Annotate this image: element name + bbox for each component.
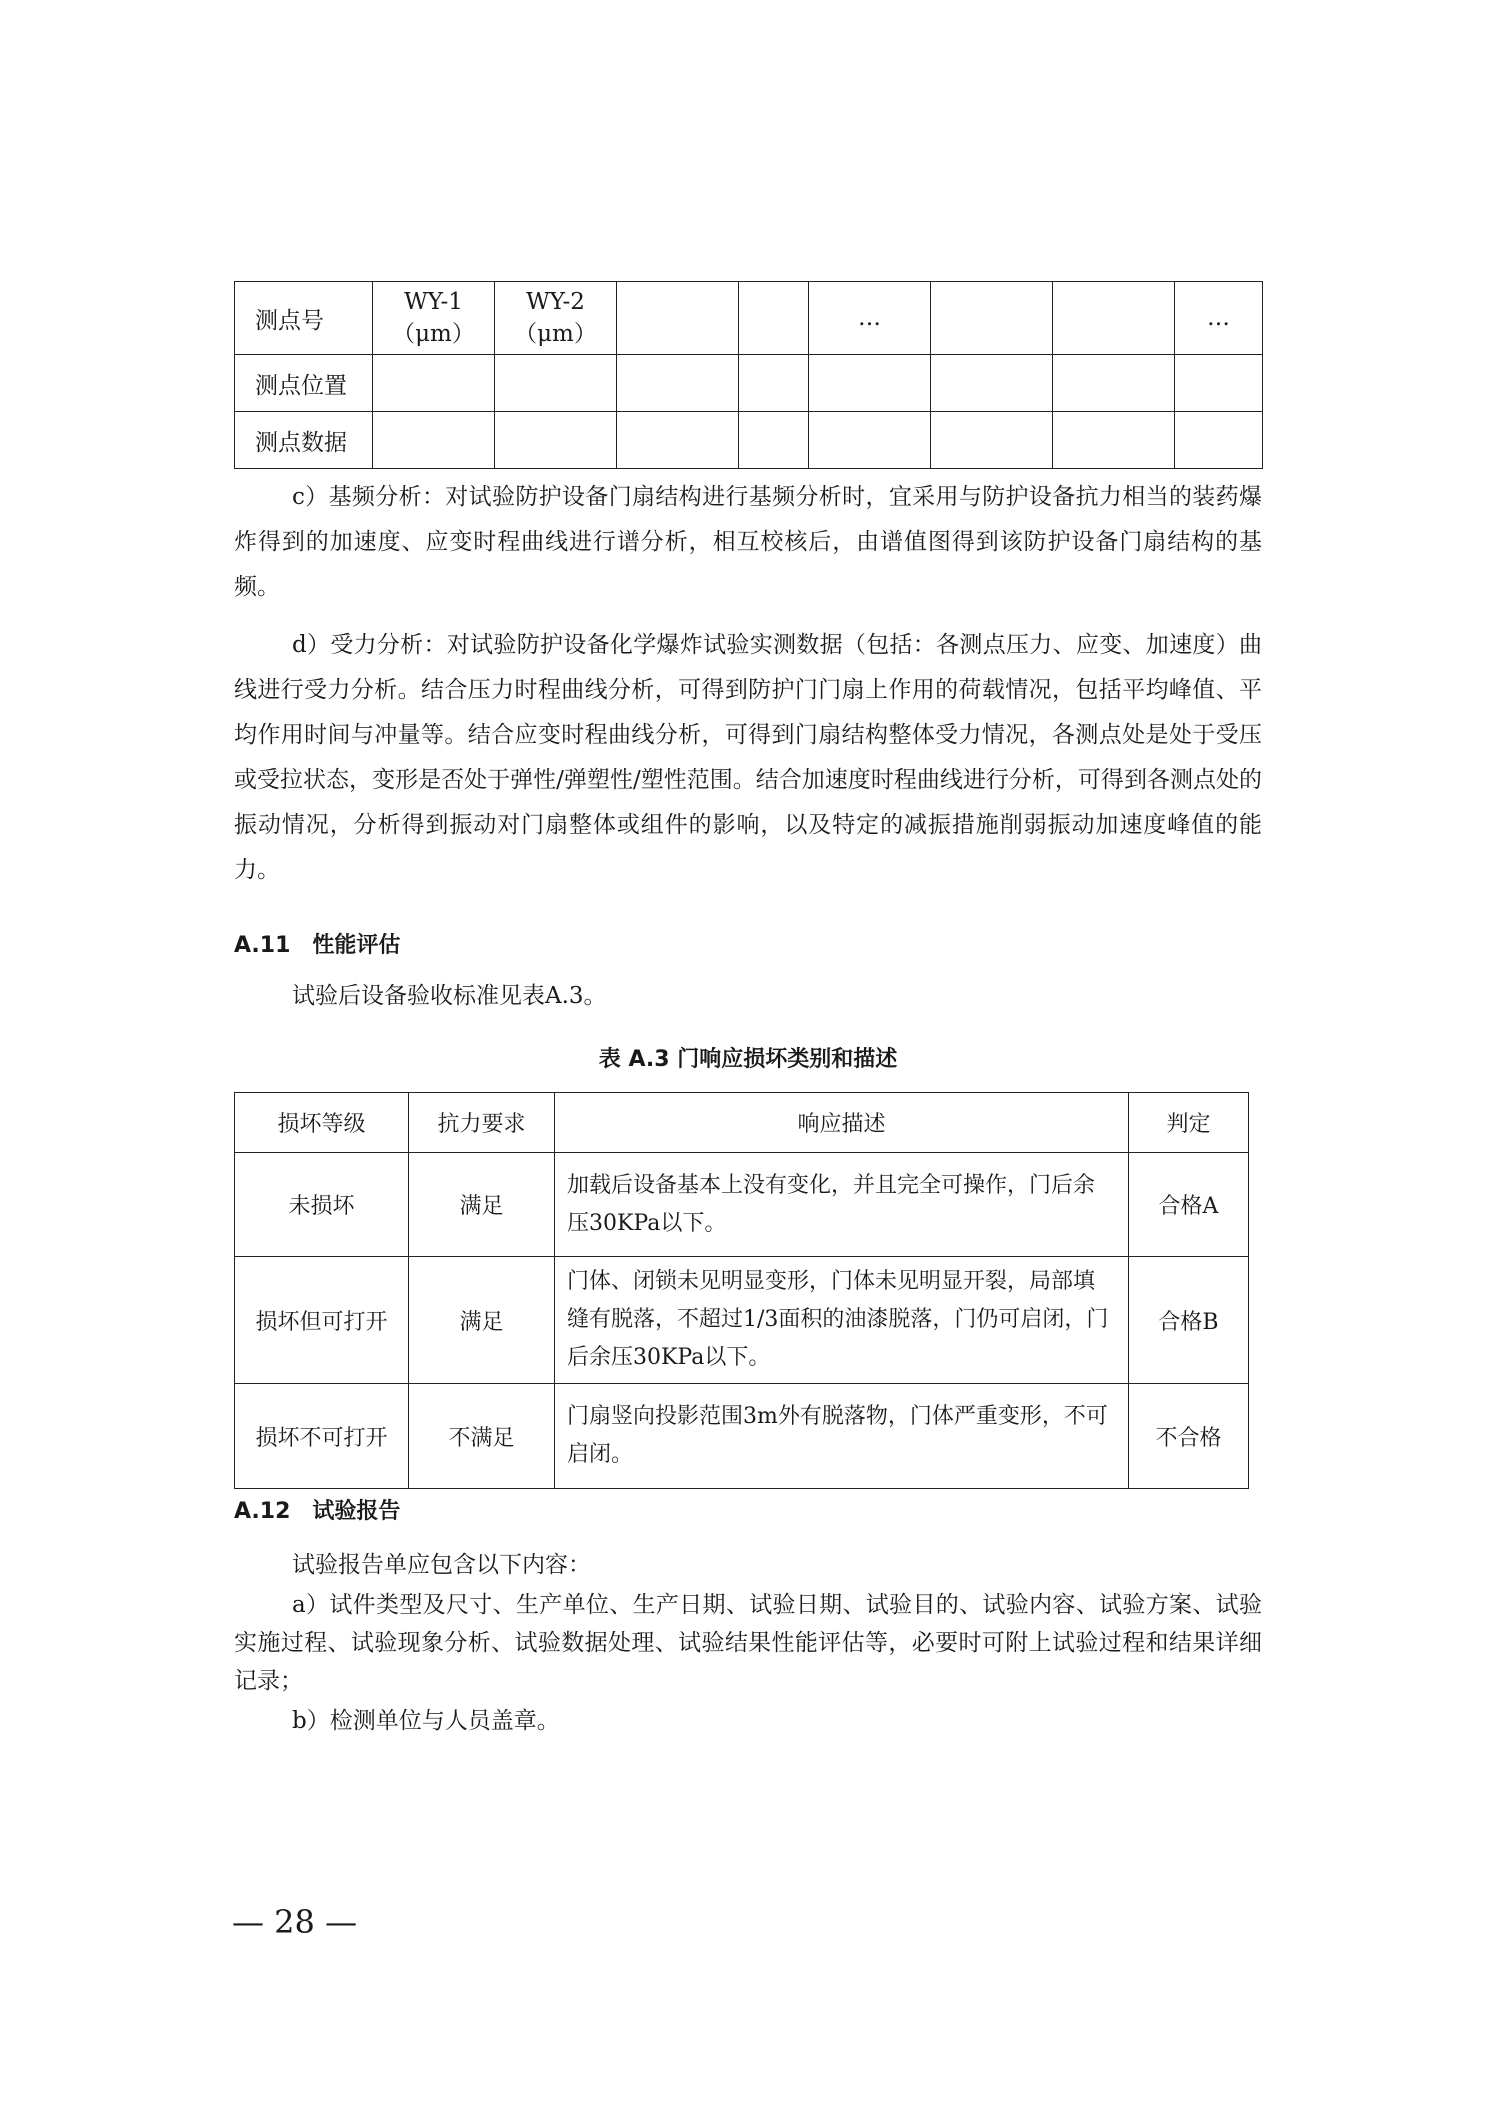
table-row	[235, 355, 1263, 412]
row-label-cell: 测点数据	[235, 412, 373, 469]
header-cell: 抗力要求	[409, 1093, 555, 1153]
column-header-cell: …	[1175, 282, 1263, 355]
verdict-cell: 不合格	[1129, 1384, 1249, 1489]
column-header-cell	[931, 282, 1053, 355]
header-cell: 响应描述	[555, 1093, 1129, 1153]
description-cell: 门扇竖向投影范围3m外有脱落物，门体严重变形，不可启闭。	[555, 1384, 1129, 1489]
column-header-cell	[739, 282, 809, 355]
header-cell: 损坏等级	[235, 1093, 409, 1153]
header-cell: 判定	[1129, 1093, 1249, 1153]
column-header-cell: WY-1 （μm）	[373, 282, 495, 355]
paragraph-a12-item-a: a）试件类型及尺寸、生产单位、生产日期、试验日期、试验目的、试验内容、试验方案、试验实施过程、试验现象分析、试验数据处理、试验结果性能评估等，必要时可附上试验过程和结果详细记录；	[234, 1592, 1262, 1694]
paragraph-a12-item-b: b）检测单位与人员盖章。	[292, 1708, 560, 1734]
paragraph-a11: 试验后设备验收标准见表A.3。	[292, 983, 607, 1009]
requirement-cell: 满足	[409, 1153, 555, 1257]
paragraph-force-analysis: d）受力分析：对试验防护设备化学爆炸试验实测数据（包括：各测点压力、应变、加速度）曲线进行受力分析。结合压力时程曲线分析，可得到防护门门扇上作用的荷载情况，包括平均峰值、平均作用时间与冲量等。结合应变时程曲线分析，可得到门扇结构整体受力情况，各测点处是处于受压或受拉状态，变形是否处于弹性/弹塑性/塑性范围。结合加速度时程曲线进行分析，可得到各测点处的振动情况，分析得到振动对门扇整体或组件的影响，以及特定的减振措施削弱振动加速度峰值的能力。	[234, 632, 1262, 883]
damage-level-cell: 未损坏	[235, 1153, 409, 1257]
column-header-cell	[617, 282, 739, 355]
description-cell: 门体、闭锁未见明显变形，门体未见明显开裂，局部填缝有脱落，不超过1/3面积的油漆脱落，门仍可启闭，门后余压30KPa以下。	[555, 1257, 1129, 1384]
table-row	[235, 412, 1263, 469]
section-heading-a12: A.12 试验报告	[234, 1499, 401, 1524]
requirement-cell: 满足	[409, 1257, 555, 1384]
column-header-cell: WY-2 （μm）	[495, 282, 617, 355]
damage-header-row	[235, 1093, 1249, 1153]
measurement-table	[234, 281, 1263, 469]
verdict-cell: 合格B	[1129, 1257, 1249, 1384]
paragraph-a12-intro: 试验报告单应包含以下内容：	[292, 1552, 591, 1578]
damage-level-cell: 损坏但可打开	[235, 1257, 409, 1384]
table-row	[235, 1384, 1249, 1489]
description-cell: 加载后设备基本上没有变化，并且完全可操作，门后余压30KPa以下。	[555, 1153, 1129, 1257]
header-label-cell: 测点号	[235, 282, 373, 355]
table-row	[235, 1153, 1249, 1257]
column-header-cell: …	[809, 282, 931, 355]
column-header-cell	[1053, 282, 1175, 355]
requirement-cell: 不满足	[409, 1384, 555, 1489]
paragraph-fundamental-frequency: c）基频分析：对试验防护设备门扇结构进行基频分析时，宜采用与防护设备抗力相当的装药爆炸得到的加速度、应变时程曲线进行谱分析，相互校核后，由谱值图得到该防护设备门扇结构的基频。	[234, 484, 1262, 600]
table-caption: 表 A.3 门响应损坏类别和描述	[598, 1047, 898, 1072]
damage-level-cell: 损坏不可打开	[235, 1384, 409, 1489]
section-heading-a11: A.11 性能评估	[234, 933, 401, 958]
damage-category-table	[234, 1092, 1249, 1489]
measurement-header-row	[235, 282, 1263, 355]
row-label-cell: 测点位置	[235, 355, 373, 412]
table-row	[235, 1257, 1249, 1384]
page-number: — 28 —	[232, 1903, 358, 1941]
verdict-cell: 合格A	[1129, 1153, 1249, 1257]
